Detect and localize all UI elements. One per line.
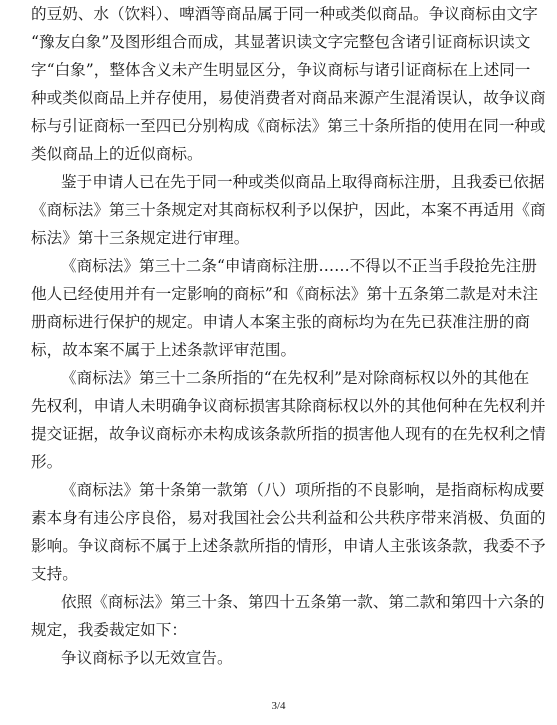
page-number: 3/4 (271, 700, 286, 712)
text-line: 他人已经使用并有一定影响的商标”和《商标法》第十五条第二款是对未注 (31, 285, 538, 303)
text-line: 先权利，申请人未明确争议商标损害其除商标权以外的其他何种在先权利并 (31, 397, 546, 415)
text-line: 字“白象”，整体含义未产生明显区分，争议商标与诸引证商标在上述同一 (31, 61, 531, 79)
text-line: 册商标进行保护的规定。申请人本案主张的商标均为在先已获准注册的商 (31, 313, 531, 331)
text-line: 《商标法》第三十二条“申请商标注册……不得以不正当手段抢先注册 (61, 257, 537, 275)
text-line: 《商标法》第十条第一款第（八）项所指的不良影响，是指商标构成要 (61, 481, 545, 499)
text-line: 标，故本案不属于上述条款评审范围。 (31, 341, 297, 359)
text-line: 的豆奶、水（饮料）、啤酒等商品属于同一种或类似商品。争议商标由文字 (31, 5, 538, 23)
text-line: 影响。争议商标不属于上述条款所指的情形，申请人主张该条款，我委不予 (31, 537, 546, 555)
text-line: 标与引证商标一至四已分别构成《商标法》第三十条所指的使用在同一种或 (31, 117, 546, 135)
text-line: 《商标法》第三十二条所指的“在先权利”是对除商标权以外的其他在 (61, 369, 530, 387)
text-line: 支持。 (31, 565, 78, 583)
text-line: 形。 (31, 453, 63, 471)
text-line: 鉴于申请人已在先于同一种或类似商品上取得商标注册，且我委已依据 (61, 173, 545, 191)
text-line: 《商标法》第三十条规定对其商标权利予以保护，因此，本案不再适用《商 (31, 201, 546, 219)
text-line: 提交证据，故争议商标亦未构成该条款所指的损害他人现有的在先权利之情 (31, 425, 546, 443)
text-line: 争议商标予以无效宣告。 (61, 649, 233, 667)
text-line: 依照《商标法》第三十条、第四十五条第一款、第二款和第四十六条的 (61, 593, 545, 611)
text-line: 标法》第十三条规定进行审理。 (31, 229, 250, 247)
text-line: 规定，我委裁定如下： (31, 621, 187, 639)
text-line: “豫友白象”及图形组合而成，其显著识读文字完整包含诸引证商标识读文 (31, 33, 531, 51)
text-line: 种或类似商品上并存使用，易使消费者对商品来源产生混淆误认，故争议商 (31, 89, 546, 107)
text-line: 素本身有违公序良俗，易对我国社会公共利益和公共秩序带来消极、负面的 (31, 509, 546, 527)
text-line: 类似商品上的近似商标。 (31, 145, 203, 163)
